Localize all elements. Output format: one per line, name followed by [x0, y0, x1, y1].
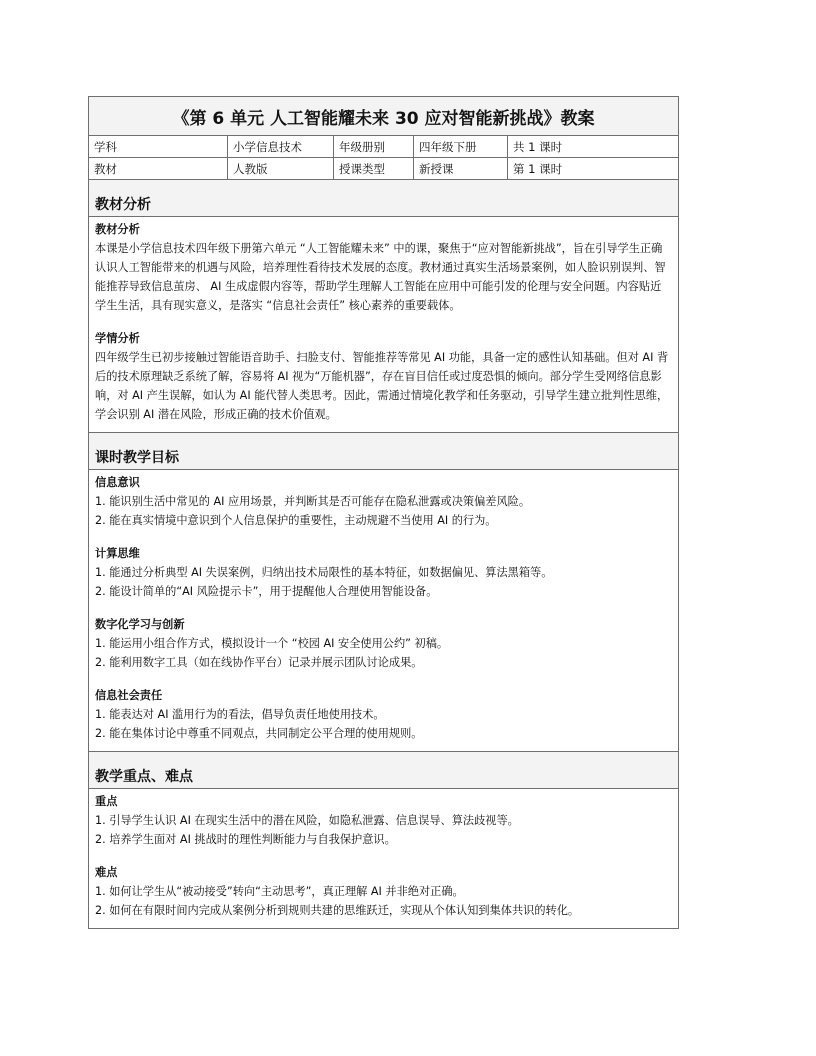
value-textbook: 人教版	[228, 158, 334, 179]
list-item: 2. 能在集体讨论中尊重不同观点，共同制定公平合理的使用规则。	[95, 727, 423, 740]
info-row-textbook	[89, 158, 678, 180]
list-item: 2. 能在真实情境中意识到个人信息保护的重要性，主动规避不当使用 AI 的行为。	[95, 514, 497, 527]
list-item: 2. 能利用数字工具（如在线协作平台）记录并展示团队讨论成果。	[95, 656, 423, 669]
value-period: 第 1 课时	[513, 161, 563, 176]
section-textbook-analysis	[89, 180, 678, 433]
list-item: 1. 引导学生认识 AI 在现实生活中的潜在风险，如隐私泄露、信息误导、算法歧视等。	[95, 814, 519, 827]
section-body	[89, 789, 678, 928]
section-heading: 教材分析	[89, 180, 678, 217]
subheading-difficult-points: 难点	[95, 866, 118, 879]
label-textbook: 教材	[89, 158, 228, 179]
list-item: 1. 能通过分析典型 AI 失误案例，归纳出技术局限性的基本特征，如数据偏见、算法黑箱等。	[95, 566, 553, 579]
goal-title-information-awareness: 信息意识	[95, 476, 140, 489]
value-total-periods: 共 1 课时	[513, 139, 563, 154]
paragraph-student-analysis: 四年级学生已初步接触过智能语音助手、扫脸支付、智能推荐等常见 AI 功能，具备一定的感性认知基础。但对 AI 背后的技术原理缺乏系统了解，容易将 AI 视为“万能机器”，存在盲目信任或过度恐惧的倾向。部分学生受网络信息影响，对 AI 产生误解，如认为 AI 能代替人类思考。因此，需通过情境化教学和任务驱动，引导学生建立批判性思维，学会识别 AI 潜在风险，形成正确的技术价值观。	[95, 351, 669, 421]
list-item: 1. 能表达对 AI 滥用行为的看法，倡导负责任地使用技术。	[95, 708, 385, 721]
label-grade: 年级册别	[334, 136, 414, 157]
goal-title-digital-learning: 数字化学习与创新	[95, 618, 185, 631]
section-key-difficult-points	[89, 752, 678, 928]
goal-title-social-responsibility: 信息社会责任	[95, 689, 163, 702]
list-item: 1. 如何让学生从“被动接受”转向“主动思考”，真正理解 AI 并非绝对正确。	[95, 885, 464, 898]
info-row-subject	[89, 136, 678, 158]
list-item: 2. 如何在有限时间内完成从案例分析到规则共建的思维跃迁，实现从个体认知到集体共识的转化。	[95, 904, 580, 917]
section-body	[89, 217, 678, 432]
lesson-plan-table	[88, 96, 679, 929]
list-item: 2. 能设计简单的“AI 风险提示卡”，用于提醒他人合理使用智能设备。	[95, 585, 438, 598]
section-heading: 课时教学目标	[89, 433, 678, 470]
section-teaching-goals	[89, 433, 678, 752]
document-title: 《第 6 单元 人工智能耀未来 30 应对智能新挑战》教案	[89, 97, 678, 136]
lesson-plan-page	[88, 96, 679, 929]
label-lesson-type: 授课类型	[334, 158, 414, 179]
list-item: 2. 培养学生面对 AI 挑战时的理性判断能力与自我保护意识。	[95, 833, 396, 846]
section-heading: 教学重点、难点	[89, 752, 678, 789]
subheading-key-points: 重点	[95, 795, 118, 808]
paragraph-textbook-analysis: 本课是小学信息技术四年级下册第六单元 “人工智能耀未来” 中的课，聚焦于“应对智能新挑战”，旨在引导学生正确认识人工智能带来的机遇与风险，培养理性看待技术发展的态度。教材通过真实生活场景案例，如人脸识别误判、智能推荐导致信息茧房、 AI 生成虚假内容等，帮助学生理解人工智能在应用中可能引发的伦理与安全问题。内容贴近学生生活，具有现实意义，是落实 “信息社会责任” 核心素养的重要载体。	[95, 242, 666, 312]
goal-title-computational-thinking: 计算思维	[95, 547, 140, 560]
subheading-student-analysis: 学情分析	[95, 332, 140, 345]
section-body	[89, 470, 678, 751]
label-subject: 学科	[89, 136, 228, 157]
list-item: 1. 能识别生活中常见的 AI 应用场景，并判断其是否可能存在隐私泄露或决策偏差风险。	[95, 495, 531, 508]
value-subject: 小学信息技术	[228, 136, 334, 157]
value-lesson-type: 新授课	[414, 158, 508, 179]
list-item: 1. 能运用小组合作方式，模拟设计一个 “校园 AI 安全使用公约” 初稿。	[95, 637, 449, 650]
subheading-textbook-analysis: 教材分析	[95, 223, 140, 236]
value-grade: 四年级下册	[414, 136, 508, 157]
